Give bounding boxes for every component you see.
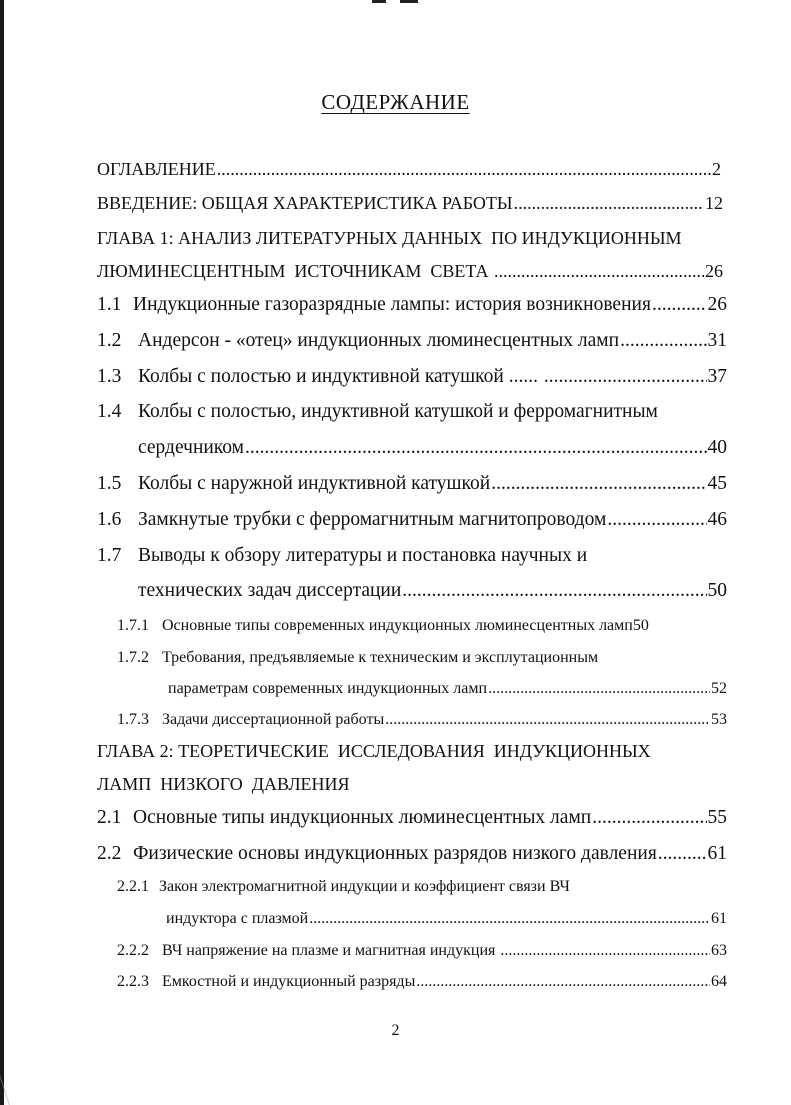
toc-leader bbox=[402, 580, 706, 602]
toc-entry-text: Колбы с полостью и индуктивной катушкой ...... bbox=[138, 366, 543, 387]
toc-entry-text: ГЛАВА 2: ТЕОРЕТИЧЕСКИЕ ИССЛЕДОВАНИЯ ИНДУКЦИОННЫХ bbox=[97, 741, 651, 761]
toc-entry-text: Закон электромагнитной индукции и коэффициент связи ВЧ bbox=[159, 878, 570, 895]
toc-entry-text: Колбы с наружной индуктивной катушкой bbox=[138, 473, 491, 494]
toc-entry-page: 63 bbox=[711, 942, 727, 959]
toc-entry[interactable] bbox=[97, 294, 727, 316]
toc-entry-page: 50 bbox=[707, 580, 727, 601]
toc-entry-text: ЛАМП НИЗКОГО ДАВЛЕНИЯ bbox=[97, 774, 350, 794]
toc-entry-number: 1.2 bbox=[97, 330, 122, 351]
toc-entry[interactable] bbox=[166, 910, 727, 928]
toc-leader bbox=[544, 366, 707, 388]
toc-leader bbox=[494, 261, 704, 282]
toc-leader bbox=[385, 711, 710, 729]
toc-leader bbox=[658, 843, 707, 865]
toc-entry-number: 1.5 bbox=[97, 473, 122, 494]
toc-entry-page: 53 bbox=[711, 711, 727, 728]
toc-entry[interactable] bbox=[138, 580, 727, 602]
toc-chapter-heading[interactable] bbox=[97, 741, 727, 762]
toc-entry-number: 1.3 bbox=[97, 366, 122, 387]
toc-entry-page: 46 bbox=[707, 509, 727, 530]
toc-entry[interactable] bbox=[117, 878, 727, 896]
toc-entry-page: 45 bbox=[707, 473, 727, 494]
toc-entry[interactable] bbox=[117, 942, 727, 960]
toc-entry-page: 64 bbox=[711, 973, 727, 990]
toc-entry[interactable] bbox=[97, 159, 721, 180]
toc-leader bbox=[217, 159, 711, 180]
toc-entry[interactable] bbox=[97, 261, 723, 282]
toc-entry-page: 26 bbox=[705, 261, 723, 281]
toc-entry-text: ГЛАВА 1: АНАЛИЗ ЛИТЕРАТУРНЫХ ДАННЫХ ПО ИНДУКЦИОННЫМ bbox=[97, 228, 682, 248]
toc-chapter-heading[interactable] bbox=[97, 228, 727, 249]
toc-entry-number: 2.2.3 bbox=[117, 973, 149, 990]
toc-entry-text: сердечником bbox=[138, 437, 245, 458]
toc-entry-page: 50 bbox=[632, 617, 649, 634]
toc-entry[interactable] bbox=[97, 473, 727, 495]
toc-entry[interactable] bbox=[117, 617, 727, 635]
toc-entry-page: 37 bbox=[707, 366, 727, 387]
toc-entry-text: ВВЕДЕНИЕ: ОБЩАЯ ХАРАКТЕРИСТИКА РАБОТЫ bbox=[97, 193, 513, 213]
toc-entry-page: 26 bbox=[707, 294, 727, 315]
toc-entry[interactable] bbox=[138, 437, 727, 459]
page-title-text: СОДЕРЖАНИЕ bbox=[321, 90, 470, 114]
toc-entry-page: 40 bbox=[707, 437, 727, 458]
toc-entry[interactable] bbox=[168, 680, 727, 698]
toc-entry-text: параметрам современных индукционных ламп bbox=[168, 680, 488, 697]
toc-leader bbox=[620, 330, 706, 352]
toc-entry[interactable] bbox=[97, 843, 727, 865]
toc-entry-number: 1.7.1 bbox=[117, 617, 149, 634]
toc-entry[interactable] bbox=[117, 649, 727, 667]
toc-leader bbox=[488, 680, 710, 698]
toc-entry-text: Колбы с полостью, индуктивной катушкой и ферромагнитным bbox=[138, 401, 658, 422]
toc-entry[interactable] bbox=[117, 973, 727, 991]
toc-entry[interactable] bbox=[97, 545, 727, 567]
toc-entry-page: 55 bbox=[707, 807, 727, 828]
toc-entry-text: ЛЮМИНЕСЦЕНТНЫМ ИСТОЧНИКАМ СВЕТА bbox=[97, 261, 494, 281]
toc-entry-page: 31 bbox=[707, 330, 727, 351]
toc-entry-text: Требования, предъявляемые к техническим и эксплутационным bbox=[162, 649, 599, 666]
toc-entry-text: Емкостной и индукционный разряды bbox=[162, 973, 416, 990]
toc-entry-text: технических задач диссертации bbox=[138, 580, 402, 601]
toc-entry-text: Индукционные газоразрядные лампы: история возникновения bbox=[133, 294, 651, 315]
toc-entry-number: 2.2.1 bbox=[117, 878, 149, 895]
toc-entry-text: Андерсон - «отец» индукционных люминесцентных ламп bbox=[138, 330, 620, 351]
toc-leader bbox=[607, 509, 706, 531]
toc-leader bbox=[245, 437, 706, 459]
toc-entry-text: ВЧ напряжение на плазме и магнитная индукция bbox=[162, 942, 500, 959]
toc-entry-text: индуктора с плазмой bbox=[166, 910, 309, 927]
toc-entry-number: 2.2 bbox=[97, 843, 122, 864]
toc-entry-number: 1.7 bbox=[97, 545, 122, 566]
toc-entry-text: Замкнутые трубки с ферромагнитным магнитопроводом bbox=[138, 509, 607, 530]
toc-entry-number: 1.1 bbox=[97, 294, 122, 315]
toc-entry-number: 2.1 bbox=[97, 807, 122, 828]
toc-entry-page: 2 bbox=[712, 159, 721, 179]
toc-entry-number: 1.7.2 bbox=[117, 649, 149, 666]
toc-entry-page: 52 bbox=[711, 680, 727, 697]
toc-entry-number: 1.4 bbox=[97, 401, 122, 422]
toc-entry-text: Задачи диссертационной работы bbox=[162, 711, 385, 728]
page-number: 2 bbox=[391, 1022, 400, 1039]
toc-leader bbox=[514, 193, 704, 214]
toc-leader bbox=[652, 294, 707, 316]
toc-entry[interactable] bbox=[97, 401, 727, 423]
toc-entry[interactable] bbox=[97, 366, 727, 388]
toc-entry-number: 2.2.2 bbox=[117, 942, 149, 959]
toc-entry-number: 1.6 bbox=[97, 509, 122, 530]
toc-leader bbox=[491, 473, 706, 495]
toc-entry-text: Основные типы индукционных люминесцентных ламп bbox=[133, 807, 592, 828]
toc-entry-number: 1.7.3 bbox=[117, 711, 149, 728]
toc-entry[interactable] bbox=[97, 330, 727, 352]
toc-entry[interactable] bbox=[97, 509, 727, 531]
toc-leader bbox=[592, 807, 706, 829]
toc-leader bbox=[500, 942, 710, 960]
toc-entry-text: Основные типы современных индукционных люминесцентных ламп bbox=[162, 617, 633, 634]
toc-entry-page: 61 bbox=[707, 843, 727, 864]
toc-entry-text: Выводы к обзору литературы и постановка научных и bbox=[138, 545, 588, 566]
toc-entry-page: 12 bbox=[705, 193, 723, 213]
toc-entry[interactable] bbox=[117, 711, 727, 729]
toc-entry[interactable] bbox=[97, 193, 723, 214]
toc-entry-page: 61 bbox=[711, 910, 727, 927]
toc-leader bbox=[416, 973, 710, 991]
toc-entry[interactable] bbox=[97, 807, 727, 829]
toc-entry-text: ОГЛАВЛЕНИЕ bbox=[97, 159, 216, 179]
toc-leader bbox=[309, 910, 710, 928]
toc-chapter-heading[interactable] bbox=[97, 774, 727, 795]
toc-entry-text: Физические основы индукционных разрядов низкого давления bbox=[133, 843, 657, 864]
